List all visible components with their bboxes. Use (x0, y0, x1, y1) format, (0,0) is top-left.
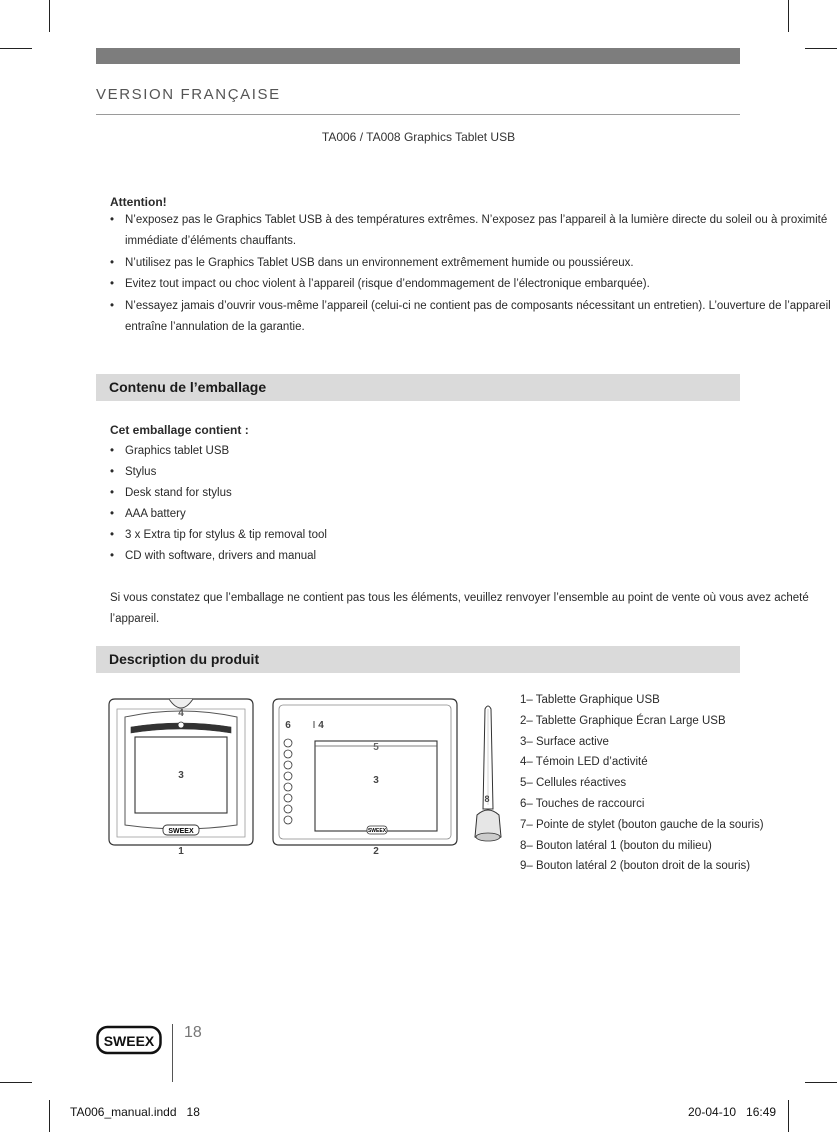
attention-item: • (110, 278, 115, 290)
attention-item-text: immédiate d’éléments chauffants. (125, 235, 297, 247)
stylus-figure (475, 706, 501, 841)
tablet-2-figure (273, 699, 457, 857)
crop-mark (0, 48, 32, 49)
label-tablet-1-surface: 3 (178, 770, 184, 781)
attention-item-text: N’utilisez pas le Graphics Tablet USB dans un environnement extrêmement humide ou poussiéreux. (125, 257, 634, 269)
contents-item: • Graphics tablet USB (110, 441, 327, 462)
attention-item-text: N’essayez jamais d’ouvrir vous-même l’appareil (celui-ci ne contient pas de composants nécessitant un entretien). L’ouverture de l’appareil (125, 300, 831, 312)
attention-item: • (110, 257, 115, 269)
section-heading-contents: Contenu de l’emballage (96, 374, 740, 401)
footer-timestamp: 20-04-10 16:49 (688, 1105, 777, 1119)
description-item: 7– Pointe de stylet (bouton gauche de la souris) (520, 818, 764, 831)
product-diagram (105, 697, 510, 859)
description-item: 5– Cellules réactives (520, 777, 627, 790)
description-item: 3– Surface active (520, 735, 609, 748)
crop-mark (49, 0, 50, 32)
attention-item-text: Evitez tout impact ou choc violent à l’appareil (risque d’endommagement de l’électronique embarquée). (125, 278, 650, 290)
description-list (520, 690, 764, 877)
crop-mark (805, 1082, 837, 1083)
contents-item: • Desk stand for stylus (110, 483, 327, 504)
version-title: VERSION FRANÇAISE (96, 86, 281, 103)
header-bar (96, 48, 740, 64)
crop-mark (0, 1082, 32, 1083)
attention-item-text: N’exposez pas le Graphics Tablet USB à des températures extrêmes. N’exposez pas l’appareil à la lumière directe du soleil ou à proximité (125, 214, 828, 226)
crop-mark (788, 1100, 789, 1132)
section-heading-description: Description du produit (96, 646, 740, 673)
logo-text: SWEEX (103, 1033, 155, 1049)
tablet-2-brand: SWEEX (367, 828, 387, 834)
contents-item: • 3 x Extra tip for stylus & tip removal tool (110, 525, 327, 546)
contents-item: • CD with software, drivers and manual (110, 546, 327, 567)
footer-filename: TA006_manual.indd 18 (70, 1105, 200, 1119)
document-subtitle: TA006 / TA008 Graphics Tablet USB (321, 130, 516, 144)
label-tablet-2-surface: 3 (373, 775, 379, 786)
attention-item-text: entraîne l’annulation de la garantie. (125, 321, 305, 333)
label-tablet-1-led: 4 (178, 708, 184, 719)
contents-intro: Cet emballage contient : (110, 423, 249, 437)
description-item: 4– Témoin LED d’activité (520, 756, 648, 769)
sweex-logo (96, 1025, 162, 1055)
label-stylus-button: 8 (484, 794, 490, 804)
label-tablet-1-caption: 1 (178, 846, 184, 857)
description-item: 2– Tablette Graphique Écran Large USB (520, 714, 726, 727)
label-tablet-2-caption: 2 (373, 846, 379, 857)
description-item: 8– Bouton latéral 1 (bouton du milieu) (520, 839, 712, 852)
contents-note: Si vous constatez que l’emballage ne contient pas tous les éléments, veuillez renvoyer l’ensemble au point de vente où vous avez acheté l’appareil. (110, 592, 809, 625)
label-tablet-2-led: 4 (318, 720, 324, 731)
crop-mark (49, 1100, 50, 1132)
attention-title: Attention! (110, 195, 167, 209)
header-rule (96, 114, 740, 115)
crop-mark (788, 0, 789, 32)
contents-item: • AAA battery (110, 504, 327, 525)
footer-divider (172, 1024, 173, 1082)
contents-item: • Stylus (110, 462, 327, 483)
attention-item: • (110, 300, 115, 312)
description-item: 1– Tablette Graphique USB (520, 694, 660, 706)
label-tablet-2-keys: 6 (285, 720, 291, 731)
tablet-1-brand: SWEEX (168, 828, 194, 835)
description-item: 6– Touches de raccourci (520, 797, 645, 810)
tablet-1-figure (109, 699, 253, 857)
description-item: 9– Bouton latéral 2 (bouton droit de la souris) (520, 860, 751, 873)
page-number: 18 (184, 1024, 202, 1041)
attention-item: • (110, 214, 115, 226)
label-tablet-2-cells: 5 (373, 742, 379, 753)
contents-list (110, 441, 327, 567)
crop-mark (805, 48, 837, 49)
